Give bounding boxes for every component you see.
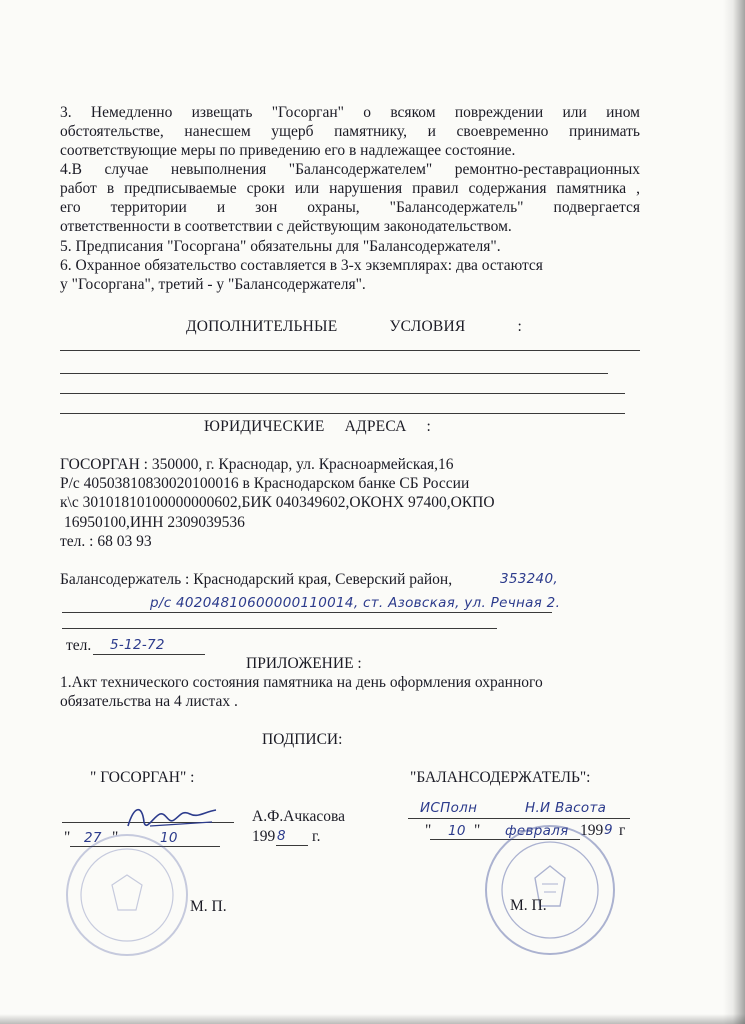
clause-5: 5. Предписания "Госоргана" обязательны для "Балансодержателя". (60, 238, 501, 255)
balance-holder-address: Балансодержатель : Краснодарский края, Северский район, (60, 571, 453, 588)
gosorgan-bank-account: Р/с 40503810830020100016 в Краснодарском банке СБ России (60, 475, 470, 492)
balance-holder-signer-name: Н.И Васота (525, 800, 607, 816)
page-edge-shadow (723, 0, 745, 1024)
balance-holder-postcode: 353240, (500, 571, 558, 587)
signatures-heading: ПОДПИСИ: (262, 731, 343, 748)
gosorgan-year-prefix: 199 (252, 828, 276, 845)
holder-account-line (62, 612, 552, 613)
balance-year-prefix: 199 (580, 822, 604, 839)
clause-6-line-1: 6. Охранное обязательство составляется в 3-х экземплярах: два остаются (60, 257, 543, 274)
gosorgan-phone: тел. : 68 03 93 (60, 533, 152, 550)
gosorgan-date-quote-close: " (112, 829, 119, 846)
balance-holder-seal-place: М. П. (510, 897, 547, 914)
balance-holder-phone: 5-12-72 (110, 637, 165, 653)
gosorgan-year-handwritten: 8 (277, 828, 286, 844)
gosorgan-address: ГОСОРГАН : 350000, г. Краснодар, ул. Красноармейская,16 (60, 456, 454, 473)
blank-line-1 (60, 350, 640, 351)
gosorgan-year-suffix: г. (312, 828, 321, 845)
balance-date-day: 10 (448, 823, 466, 839)
gosorgan-inn: 16950100,ИНН 2309039536 (64, 514, 245, 531)
balance-holder-phone-label: тел. (66, 637, 92, 654)
clause-4-line-3: его территории и зон охраны, "Балансодержатель" подвергается (60, 199, 640, 216)
gosorgan-signer-name: А.Ф.Ачкасова (252, 808, 345, 825)
balance-holder-signature-label: "БАЛАНСОДЕРЖАТЕЛЬ": (410, 769, 591, 786)
balance-year-handwritten: 9 (604, 822, 613, 838)
additional-conditions-heading: ДОПОЛНИТЕЛЬНЫЕ УСЛОВИЯ : (186, 318, 522, 335)
gosorgan-signature-label: " ГОСОРГАН" : (90, 769, 195, 786)
gosorgan-seal-place: М. П. (190, 898, 227, 915)
holder-phone-line (93, 654, 205, 655)
clause-4-line-4: ответственности в соответствии с действующим законодательством. (60, 218, 512, 235)
balance-date-quote-close: " (474, 822, 481, 839)
balance-date-month: февраля (505, 823, 569, 839)
clause-6-line-2: у "Госоргана", третий - у "Балансодержателя". (60, 276, 366, 293)
balance-year-suffix: г (619, 822, 626, 839)
balance-date-quote-open: " (425, 822, 432, 839)
gosorgan-seal (62, 830, 192, 960)
clause-3-line-1: 3. Немедленно извещать "Госорган" о всяком повреждении или ином (60, 104, 640, 121)
appendix-heading: ПРИЛОЖЕНИЕ : (246, 655, 362, 672)
gosorgan-date-day: 27 (84, 830, 102, 846)
appendix-item-line-1: 1.Акт технического состояния памятника на день оформления охранного (60, 674, 543, 691)
blank-line-3 (60, 393, 625, 394)
blank-line-4 (60, 413, 625, 414)
clause-4-line-2: работ в предписываемые сроки или нарушения правил содержания памятника , (60, 180, 640, 197)
balance-holder-account: р/с 40204810600000110014, ст. Азовская, ул. Речная 2. (150, 595, 561, 611)
clause-4-line-1: 4.В случае невыполнения "Балансодержателем" ремонтно-реставрационных (60, 161, 640, 178)
blank-line-2 (60, 373, 608, 374)
gosorgan-date-quote-open: " (64, 829, 71, 846)
holder-blank-line (62, 628, 497, 629)
gosorgan-bank-details: к\с 30101810100000000602,БИК 040349602,ОКОНХ 97400,ОКПО (60, 494, 495, 511)
balance-holder-signature-scribble: ИСПолн (420, 800, 478, 816)
balance-holder-signature-line (408, 818, 630, 819)
gosorgan-date-month: 10 (160, 830, 178, 846)
clause-3-line-2: обстоятельстве, нанесшем ущерб памятнику, и своевременно принимать (60, 123, 640, 140)
appendix-item-line-2: обязательства на 4 листах . (60, 693, 238, 710)
gosorgan-year-line (276, 845, 308, 846)
clause-3-line-3: соответствующие меры по приведению его в надлежащее состояние. (60, 142, 516, 159)
legal-addresses-heading: ЮРИДИЧЕСКИЕ АДРЕСА : (204, 418, 432, 435)
balance-holder-seal (480, 820, 620, 960)
page-bottom-shadow (0, 1014, 745, 1024)
